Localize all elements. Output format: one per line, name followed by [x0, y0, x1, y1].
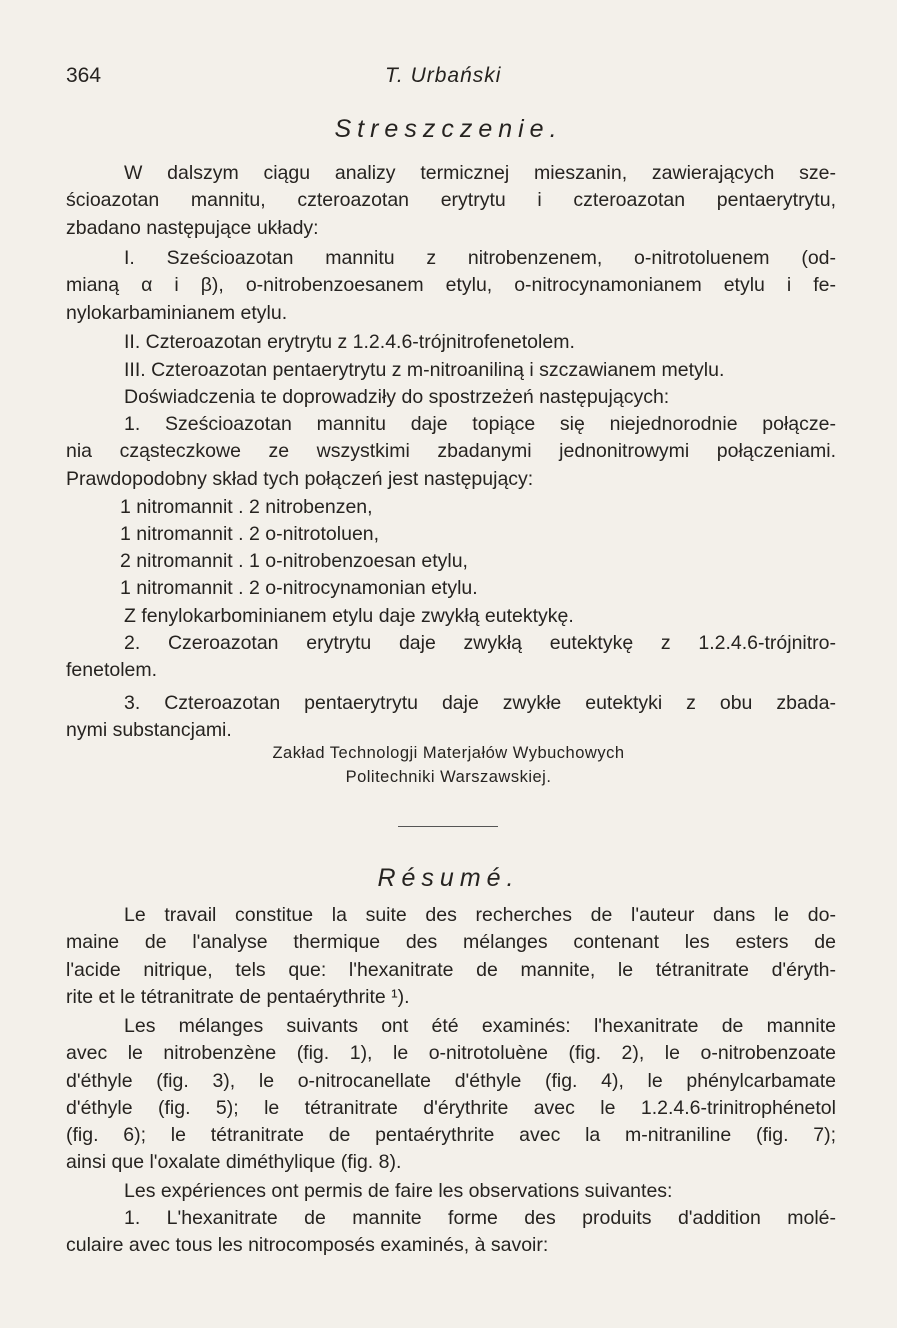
streszczenie-item-1 [66, 245, 836, 327]
compound-list-item: 1 nitromannit . 2 o-nitrotoluen, [120, 523, 380, 545]
streszczenie-item-3: III. Czteroazotan pentaerytrytu z m-nitroaniliną i szczawianem metylu. [124, 359, 725, 381]
text-line: d'éthyle (fig. 3), le o-nitrocanellate d'éthyle (fig. 4), le phénylcarbamate [66, 1069, 836, 1092]
section-title-resume: Résumé. [377, 864, 520, 892]
text-line: ainsi que l'oxalate diméthylique (fig. 8). [66, 1151, 402, 1174]
streszczenie-item-2: II. Czteroazotan erytrytu z 1.2.4.6-trójnitrofenetolem. [124, 331, 575, 353]
text-line: Le travail constitue la suite des recherches de l'auteur dans le do- [124, 904, 836, 926]
text-line: nymi substancjami. [66, 719, 232, 742]
text-line: fenetolem. [66, 659, 158, 682]
compound-list-item: 1 nitromannit . 2 o-nitrocynamonian etylu. [120, 577, 478, 599]
text-line: I. Sześcioazotan mannitu z nitrobenzenem, o-nitrotoluenem (od- [124, 247, 836, 269]
streszczenie-conclusion-3 [66, 690, 836, 745]
streszczenie-conclusion-1 [66, 411, 836, 493]
text-line: l'acide nitrique, tels que: l'hexanitrate de mannite, le tétranitrate d'éryth- [66, 958, 836, 981]
text-line: zbadano następujące układy: [66, 216, 319, 239]
section-title-streszczenie: Streszczenie. [334, 115, 563, 143]
streszczenie-conclusion-1-tail: Z fenylokarbominianem etylu daje zwykłą eutektykę. [124, 605, 574, 627]
affiliation-line: Zakład Technologji Materjałów Wybuchowych [272, 744, 625, 762]
text-line: avec le nitrobenzène (fig. 1), le o-nitrotoluène (fig. 2), le o-nitrobenzoate [66, 1042, 836, 1065]
text-line: 1. L'hexanitrate de mannite forme des produits d'addition molé- [124, 1207, 836, 1229]
resume-paragraph-4 [66, 1205, 836, 1260]
text-line: d'éthyle (fig. 5); le tétranitrate d'érythrite avec le 1.2.4.6-trinitrophénetol [66, 1096, 836, 1119]
text-line: Prawdopodobny skład tych połączeń jest następujący: [66, 467, 534, 490]
text-line: nia cząsteczkowe ze wszystkimi zbadanymi jednonitrowymi połączeniami. [66, 440, 836, 463]
streszczenie-conclusion-intro: Doświadczenia te doprowadziły do spostrzeżeń następujących: [124, 386, 670, 408]
running-header-author: T. Urbański [385, 64, 502, 87]
text-line: W dalszym ciągu analizy termicznej mieszanin, zawierających sze- [124, 162, 836, 184]
text-line: ścioazotan mannitu, czteroazotan erytrytu i czteroazotan pentaerytrytu, [66, 189, 836, 212]
affiliation [0, 741, 897, 789]
affiliation-line: Politechniki Warszawskiej. [345, 768, 552, 786]
section-divider [398, 826, 498, 827]
text-line: culaire avec tous les nitrocomposés examinés, à savoir: [66, 1234, 549, 1257]
text-line: rite et le tétranitrate de pentaérythrite ¹). [66, 985, 410, 1008]
compound-list-item: 1 nitromannit . 2 nitrobenzen, [120, 496, 373, 518]
text-line: 3. Czteroazotan pentaerytrytu daje zwykłe eutektyki z obu zbada- [124, 692, 836, 714]
text-line: Les mélanges suivants ont été examinés: l'hexanitrate de mannite [124, 1015, 836, 1037]
text-line: 1. Sześcioazotan mannitu daje topiące się niejednorodnie połącze- [124, 413, 836, 435]
text-line: 2. Czeroazotan erytrytu daje zwykłą eutektykę z 1.2.4.6-trójnitro- [124, 632, 836, 654]
streszczenie-conclusion-2 [66, 630, 836, 685]
compound-list-item: 2 nitromannit . 1 o-nitrobenzoesan etylu, [120, 550, 468, 572]
text-line: mianą α i β), o-nitrobenzoesanem etylu, o-nitrocynamonianem etylu i fe- [66, 274, 836, 297]
resume-paragraph-1 [66, 902, 836, 1011]
text-line: maine de l'analyse thermique des mélanges contenant les esters de [66, 931, 836, 954]
text-line: (fig. 6); le tétranitrate de pentaérythrite avec la m-nitraniline (fig. 7); [66, 1124, 836, 1147]
page-number: 364 [66, 64, 102, 87]
resume-paragraph-3: Les expériences ont permis de faire les observations suivantes: [124, 1180, 673, 1202]
streszczenie-intro [66, 160, 836, 242]
text-line: nylokarbaminianem etylu. [66, 301, 288, 324]
resume-paragraph-2 [66, 1013, 836, 1177]
